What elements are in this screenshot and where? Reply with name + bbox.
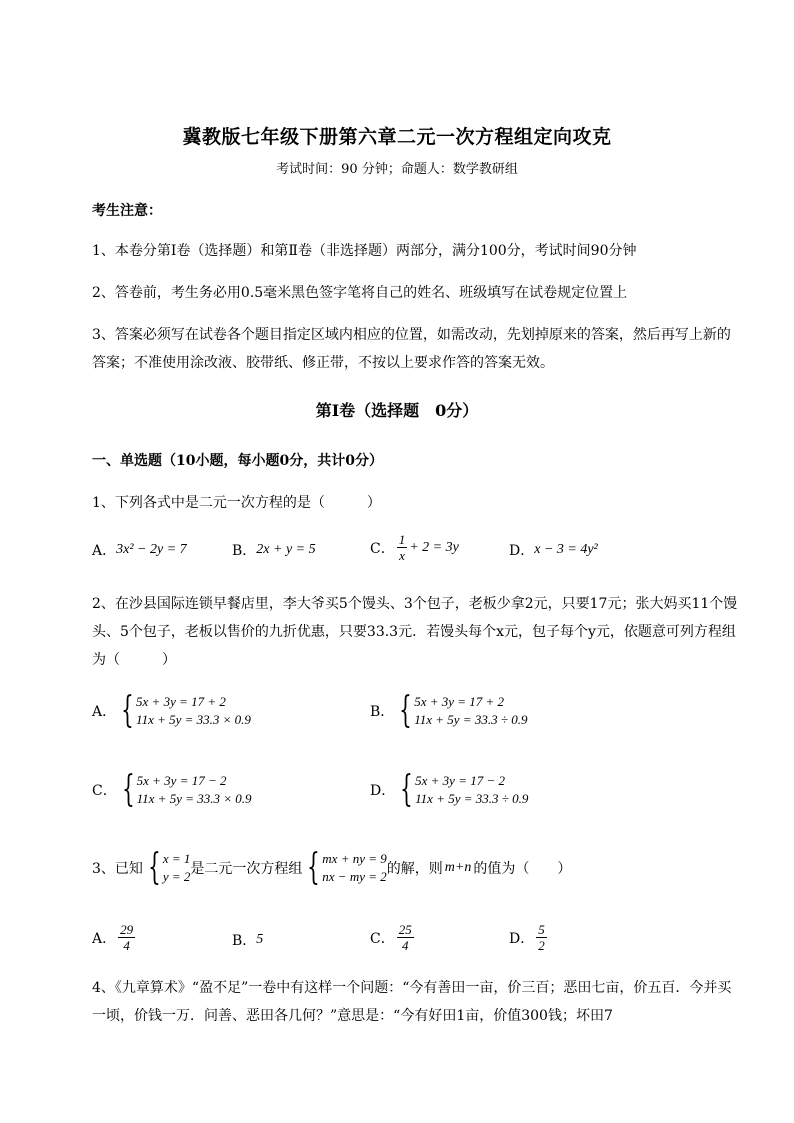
equation-row: x = 1 (162, 851, 191, 866)
option-expression: x − 3 = 4y² (534, 542, 598, 557)
option-label: A． (92, 704, 117, 720)
option-label: D． (370, 783, 396, 799)
equation-row: 11x + 5y = 33.3 ÷ 0.9 (414, 712, 528, 727)
q4-stem: 4、《九章算术》“盈不足”一卷中有这样一个问题：“今有善田一亩，价三百；恶田七亩，价五百．今并买一顷，价钱一万．问善、恶田各几何？”意思是：“今有好田1亩，价值300钱；坏田7 (92, 980, 732, 1024)
fraction (397, 922, 414, 953)
notice-item-2: 2、答卷前，考生务必用0.5毫米黑色签字笔将自己的姓名、班级填写在试卷规定位置上 (92, 285, 628, 301)
option-expression: + 2 = 3y (409, 539, 459, 555)
brace-icon: { (121, 769, 135, 810)
q2-option-c (92, 769, 252, 810)
option-expression: 3x² − 2y = 7 (116, 542, 187, 557)
q3-option-b (232, 930, 263, 950)
equation-row: 5x + 3y = 17 + 2 (414, 694, 505, 709)
equation-row: 5x + 3y = 17 − 2 (415, 773, 505, 788)
equation-row: mx + ny = 9 (322, 851, 387, 866)
q1-option-b (232, 540, 316, 560)
q2-option-a (92, 690, 251, 731)
brace-icon: { (400, 769, 413, 810)
option-value: 5 (256, 932, 264, 947)
equation-row: 11x + 5y = 33.3 × 0.9 (136, 712, 251, 727)
q3-stem (92, 847, 572, 888)
fraction-numerator: 5 (538, 922, 545, 937)
equation-system (116, 690, 251, 731)
option-label: C． (370, 930, 395, 947)
q3-option-d (509, 922, 549, 953)
fraction-numerator: 25 (398, 922, 412, 937)
brace-icon: { (399, 690, 413, 731)
page-subtitle: 考试时间：90 分钟；命题人：数学教研组 (276, 162, 518, 177)
q1-option-d (509, 540, 598, 560)
equation-system (117, 769, 252, 810)
equation-row: y = 2 (162, 869, 191, 884)
option-label: B． (232, 543, 257, 559)
fraction-numerator: 29 (120, 922, 134, 937)
fraction-denominator: 4 (123, 938, 130, 953)
option-label: A． (92, 543, 117, 559)
option-label: D． (509, 543, 535, 559)
q3-tail: 的值为（ ） (473, 861, 572, 877)
fraction (536, 922, 547, 953)
fraction-denominator: 4 (401, 938, 409, 953)
equation-system (394, 690, 528, 731)
option-label: D． (509, 930, 535, 947)
brace-icon: { (121, 690, 134, 731)
q2-option-d (370, 769, 529, 810)
q1-stem: 1、下列各式中是二元一次方程的是（ ） (92, 495, 381, 511)
q1-option-a (92, 540, 187, 560)
fraction-denominator: 2 (538, 938, 545, 953)
q3-option-a (92, 922, 137, 953)
q3-expression: m+n (444, 860, 472, 875)
equation-row: nx − my = 2 (322, 869, 387, 884)
fraction-denominator: x (399, 548, 405, 563)
notice-heading: 考生注意： (92, 203, 162, 219)
option-label: C． (92, 783, 117, 799)
option-expression: 2x + y = 5 (256, 542, 316, 557)
section-title: 第Ⅰ卷（选择题 0分） (315, 401, 479, 420)
notice-item-1: 1、本卷分第Ⅰ卷（选择题）和第Ⅱ卷（非选择题）两部分，满分100分，考试时间90分钟 (92, 243, 637, 259)
q3-prefix: 3、已知 (92, 861, 143, 877)
q2-option-b (370, 690, 528, 731)
option-label: B． (232, 933, 257, 949)
q3-mid: 是二元一次方程组 (190, 861, 303, 877)
q3-option-c (370, 922, 416, 953)
equation-row: 11x + 5y = 33.3 × 0.9 (136, 791, 252, 806)
q1-option-c (370, 532, 459, 563)
equation-row: 5x + 3y = 17 − 2 (136, 773, 227, 788)
brace-icon: { (148, 847, 161, 888)
page-title: 冀教版七年级下册第六章二元一次方程组定向攻克 (182, 126, 612, 148)
equation-system (302, 847, 387, 888)
equation-row: 5x + 3y = 17 + 2 (136, 694, 226, 709)
fraction (118, 922, 135, 953)
equation-row: 11x + 5y = 33.3 ÷ 0.9 (415, 791, 529, 806)
part-heading: 一、单选题（10小题，每小题0分，共计0分） (92, 453, 383, 469)
brace-icon: { (307, 847, 321, 888)
option-label: B． (370, 704, 395, 720)
fraction-numerator: 1 (398, 532, 406, 547)
notice-item-3: 3、答案必须写在试卷各个题目指定区域内相应的位置，如需改动，先划掉原来的答案，然后再写上新的答案；不准使用涂改液、胶带纸、修正带，不按以上要求作答的答案无效。 (92, 327, 731, 371)
equation-system (395, 769, 529, 810)
fraction (397, 532, 408, 563)
q3-suffix: 的解，则 (386, 861, 443, 877)
option-label: A． (92, 930, 117, 947)
q2-stem: 2、在沙县国际连锁早餐店里，李大爷买5个馒头、3个包子，老板少拿2元，只要17元；张大妈买11个馒头、5个包子，老板以售价的九折优惠，只要33.3元．若馒头每个x元，包子每个y元，依题意可列方程组为（ ） (92, 596, 738, 668)
equation-system (143, 847, 191, 888)
option-label: C． (370, 540, 395, 557)
